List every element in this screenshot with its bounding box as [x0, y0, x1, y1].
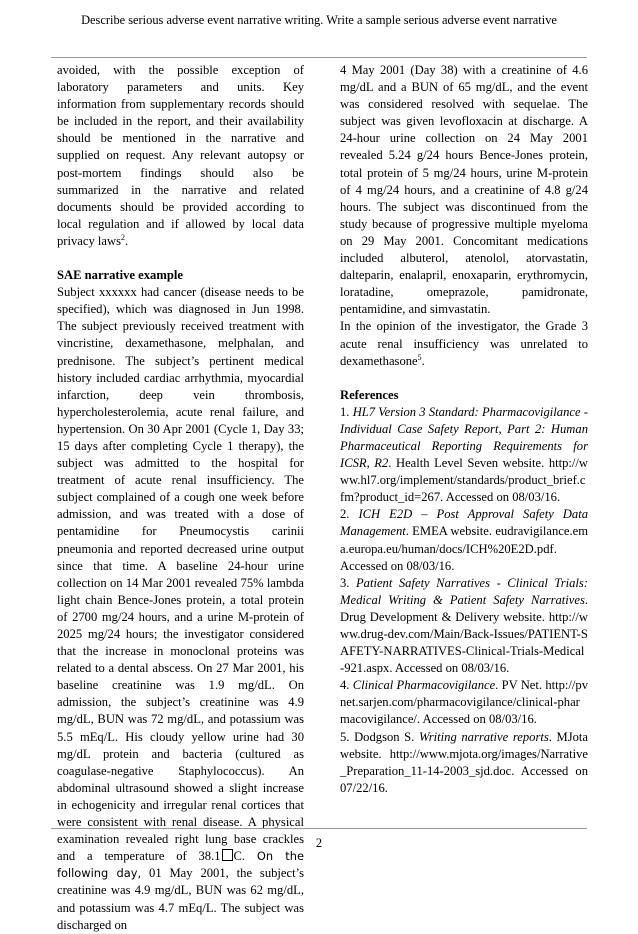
intro-period: .: [125, 233, 129, 248]
reference-source: . MJota website.: [340, 729, 589, 761]
reference-accessed: Accessed on 08/03/16.: [420, 712, 537, 727]
investigator-opinion: [340, 318, 588, 369]
reference-url[interactable]: http://www.mjota.org/images/Narrative_Preparation_11-14-2003_sjd.doc.: [340, 746, 588, 778]
reference-accessed: Accessed on 08/03/16.: [443, 490, 561, 505]
reference-number: 3.: [340, 575, 350, 590]
reference-number: 2.: [340, 507, 350, 522]
page-number: 2: [315, 836, 323, 850]
reference-url[interactable]: eudravigilance.ema.europa.eu/human/docs/ICH%20E2D.pdf.: [340, 524, 588, 556]
reference-item: [340, 729, 588, 797]
references-heading: References: [340, 387, 399, 402]
reference-author: Dodgson S.: [354, 729, 419, 744]
reference-accessed: Accessed on 08/03/16.: [340, 558, 455, 573]
temperature-unit: C.: [233, 849, 246, 864]
header-rule: [51, 57, 587, 58]
footer-rule: [51, 828, 587, 829]
missing-glyph-box: [222, 849, 233, 861]
section-heading: SAE narrative example: [57, 268, 183, 283]
citation-marker: 5: [417, 352, 422, 362]
reference-source: . Drug Development & Delivery website.: [340, 592, 588, 624]
reference-url[interactable]: http://www.drug-dev.com/Main/Back-Issues/PATIENT-SAFETY-NARRATIVES-Clinical-Trials-Medical-921.aspx.: [340, 609, 588, 676]
reference-url[interactable]: http://pvnet.sarjen.com/pharmacovigilance/clinical-pharmacovigilance/.: [340, 678, 589, 727]
reference-accessed: Accessed on 08/03/16.: [392, 661, 510, 676]
opinion-period: .: [421, 353, 425, 368]
reference-item: [340, 404, 588, 507]
reference-item: [340, 677, 588, 728]
reference-title: Patient Safety Narratives - Clinical Trials: Medical Writing & Patient Safety Narratives: [340, 575, 588, 607]
left-column: [57, 62, 304, 934]
narrative-text-continued: 01 May 2001, the subject’s creatinine was 4.9 mg/dL, BUN was 62 mg/dL, and potassium was 4.7 mEq/L. The subject was discharged on: [57, 866, 304, 932]
reference-title: ICH E2D – Post Approval Safety Data Management: [340, 507, 588, 539]
running-head: Describe serious adverse event narrative writing. Write a sample serious adverse event narrative: [81, 13, 557, 27]
reference-title: HL7 Version 3 Standard: Pharmacovigilance - Individual Case Safety Report, Part 2: Human Pharmaceutical Reporting Requirements for ICSR, R2: [340, 404, 588, 471]
reference-source: . Health Level Seven website.: [388, 456, 545, 471]
reference-url[interactable]: http://www.hl7.org/implement/standards/product_brief.cfm?product_id=267.: [340, 456, 589, 505]
intro-text: avoided, with the possible exception of laboratory parameters and units. Key information from supplementary records should be included in the report, and their availability should be mentioned in the narrative and supplied on request. Any relevant autopsy or post-mortem findings should also be summarized in the narrative and related documents should be provided according to local regulation and if allowed by local data privacy laws: [57, 63, 304, 248]
reference-number: 4.: [340, 678, 350, 693]
reference-source: . PV Net.: [495, 678, 543, 693]
citation-marker: 2: [121, 232, 125, 242]
reference-number: 5.: [340, 729, 350, 744]
narrative-text: Subject xxxxxx had cancer (disease needs to be specified), which was diagnosed in Jun 1998. The subject previously received treatment with vincristine, dexamethasone, melphalan, and prednisone. The subject’s pertinent medical history included cardiac arrhythmia, myocardial infarction, deep vein thrombosis, hypercholesterolemia, acute renal failure, and hypertension. On 30 Apr 2001 (Cycle 1, Day 33; 15 days after completing Cycle 1 therapy), the subject was admitted to the hospital for treatment of acute renal insufficiency. The subject complained of a cough one week before admission, and was treated with a dose of pentamidine for Pneumocystis carinii pneumonia and reported decreased urine output since that time. A baseline 24-hour urine collection on 14 Mar 2001 revealed 75% lambda light chain Bence-Jones protein, a total protein of 2700 mg/24 hours, and a urine M-protein of 2025 mg/24 hours; the investigator considered that the increase in monoclonal proteins was related to a dental abscess. On 27 Mar 2001, his baseline creatinine was 1.9 mg/dL. On admission, the subject’s creatinine was 4.9 mg/dL, BUN was 72 mg/dL, and potassium was 5.5 mEq/L. His cloudy yellow urine had 30 mg/dL protein and bacteria (cultured as coagulase-negative Staphylococcus). An abdominal ultrasound showed a slight increase in echogenicity and irregular renal cortices that were consistent with renal disease. A physical examination revealed right lung base crackles and a temperature of 38.1: [57, 285, 304, 864]
reference-title: Writing narrative reports: [418, 729, 549, 744]
reference-item: [340, 575, 588, 678]
intro-paragraph: [57, 62, 304, 250]
reference-accessed: Accessed on 07/22/16.: [340, 763, 588, 795]
right-column: [340, 62, 588, 797]
reference-number: 1.: [340, 404, 350, 419]
reference-source: . EMEA website.: [405, 524, 493, 539]
opinion-text: In the opinion of the investigator, the Grade 3 acute renal insufficiency was unrelated to dexamethasone: [340, 319, 588, 368]
narrative-following-day: On the following day,: [57, 849, 304, 881]
reference-item: [340, 506, 588, 574]
narrative-continuation: 4 May 2001 (Day 38) with a creatinine of 4.6 mg/dL and a BUN of 65 mg/dL, and the event was considered resolved with sequelae. The subject was given levofloxacin at discharge. A 24-hour urine collection on 24 May 2001 revealed 5.24 g/24 hours Bence-Jones protein, total protein of 5 mg/24 hours, urine M-protein of 4 mg/24 hours, and a creatinine of 4.8 g/24 hours. The subject was discontinued from the study because of progressive multiple myeloma on 29 May 2001. Concomitant medications included albuterol, atenolol, atorvastatin, dalteparin, enalapril, enoxaparin, erythromycin, loratadine, omeprazole, pamidronate, pentamidine, and simvastatin.: [340, 63, 588, 317]
reference-title: Clinical Pharmacovigilance: [352, 678, 496, 693]
